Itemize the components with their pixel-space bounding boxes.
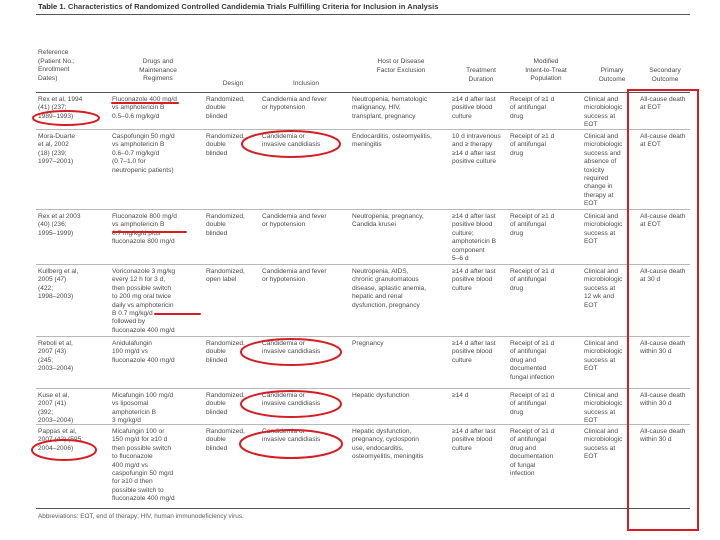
cell-inclusion: Candidemia and fever or hypotension [262, 268, 327, 284]
cell-mitt: Receipt of ≥1 d of antifungal drug [510, 96, 555, 120]
cell-secondary-outcome: All-cause death at EOT [640, 133, 686, 149]
cell-duration: ≥14 d after last positive blood culture [452, 268, 496, 292]
cell-regimen: Fluconazole 400 mg/d vs amphotericin B 0.5–0.6 mg/kg/d [112, 96, 177, 120]
cell-exclusion: Hepatic dysfunction [352, 392, 410, 399]
cell-design: Randomized, double blinded [206, 392, 245, 416]
cell-exclusion: Neutropenia, AIDS, chronic granulomatous disease, aplastic anemia, hepatic and renal dysfunction, pregnancy [352, 268, 427, 309]
cell-mitt: Receipt of ≥1 d of antifungal drug [510, 268, 555, 292]
cell-design: Randomized, double blinded [206, 428, 245, 452]
cell-reference: Pappas et al, 2007 (42) (595; 2004–2006) [38, 428, 84, 452]
row-divider [36, 209, 690, 210]
cell-regimen: Micafungin 100 mg/d vs liposomal amphotericin B 3 mg/kg/d [112, 392, 174, 425]
cell-inclusion: Candidemia and fever or hypotension [262, 213, 327, 229]
cell-mitt: Receipt of ≥1 d of antifungal drug [510, 392, 555, 416]
cell-inclusion: Candidemia and fever or hypotension [262, 96, 327, 112]
cell-design: Randomized, open label [206, 268, 245, 284]
table-number: Table 1. [38, 2, 66, 11]
cell-reference: Reboli et al, 2007 (43) (245; 2003–2004) [38, 340, 74, 373]
cell-secondary-outcome: All-cause death at EOT [640, 213, 686, 229]
cell-primary-outcome: Clinical and microbiologic success at 12 wk and EOT [584, 268, 623, 309]
cell-duration: ≥14 d after last positive blood culture [452, 96, 496, 120]
cell-mitt: Receipt of ≥1 d of antifungal drug [510, 133, 555, 157]
row-divider [36, 336, 690, 337]
cell-duration: 10 d intravenous and ≥ therapy ≥14 d after last positive culture [452, 133, 501, 166]
header-primary-outcome: Primary Outcome [598, 67, 626, 83]
cell-regimen: Caspofungin 50 mg/d vs amphotericin B 0.6–0.7 mg/kg/d (0.7–1.0 for neutropenic patients) [112, 133, 175, 174]
cell-duration: ≥14 d after last positive blood culture [452, 428, 496, 452]
cell-exclusion: Endocarditis, osteomyelitis, meningitis [352, 133, 432, 149]
cell-design: Randomized, double blinded [206, 340, 245, 364]
cell-exclusion: Neutropenia, hematologic malignancy, HIV, transplant, pregnancy [352, 96, 428, 120]
cell-secondary-outcome: All-cause death at EOT [640, 96, 686, 112]
cell-duration: ≥14 d after last positive blood culture; amphotericin B component 5–6 d [452, 213, 496, 263]
cell-regimen: Anidulafungin 100 mg/d vs fluconazole 400 mg/d [112, 340, 175, 364]
header-inclusion: Inclusion [292, 80, 320, 87]
header-secondary-outcome: Secondary Outcome [649, 67, 681, 83]
row-divider [36, 388, 690, 389]
cell-secondary-outcome: All-cause death at 30 d [640, 268, 686, 284]
row-divider [36, 264, 690, 265]
cell-secondary-outcome: All-cause death within 30 d [640, 340, 686, 356]
cell-primary-outcome: Clinical and microbiologic success at EOT [584, 392, 623, 425]
cell-primary-outcome: Clinical and microbiologic success at EOT [584, 96, 623, 129]
row-divider [36, 129, 690, 130]
header-regimen: Drugs and Maintenance Regimens [139, 58, 177, 83]
bottom-rule [36, 508, 690, 509]
cell-mitt: Receipt of ≥1 d of antifungal drug and documented fungal infection [510, 340, 555, 381]
cell-exclusion: Hepatic dysfunction, pregnancy, cyclosporin use, endocarditis, osteomyelitis, meningitis [352, 428, 424, 461]
cell-inclusion: Candidemia or invasive candidiasis [262, 133, 321, 149]
footnote: Abbreviations: EOT, end of therapy; HIV, human immunodeficiency virus. [38, 513, 244, 520]
header-rule [36, 92, 690, 93]
cell-inclusion: Candidemia or invasive candidiasis [262, 392, 321, 408]
cell-reference: Kuse et al, 2007 (41) (392; 2003–2004) [38, 392, 74, 425]
top-rule [36, 14, 690, 15]
cell-secondary-outcome: All-cause death within 30 d [640, 428, 686, 444]
cell-reference: Mora-Duarte et al, 2002 (18) (239; 1997–2001) [38, 133, 76, 166]
cell-reference: Rex et al, 1994 (41) (237; 1989–1993) [38, 96, 83, 120]
cell-regimen: Fluconazole 800 mg/d vs amphotericin B 0.7 mg/kg/d plus fluconazole 800 mg/d [112, 213, 177, 246]
cell-primary-outcome: Clinical and microbiologic success at EOT [584, 213, 623, 246]
cell-exclusion: Pregnancy [352, 340, 384, 347]
cell-reference: Kullberg et al, 2005 (47) (422; 1998–2003) [38, 268, 79, 301]
cell-exclusion: Neutropenia, pregnancy, Candida krusei [352, 213, 424, 229]
cell-inclusion: Candidemia or invasive candidiasis [262, 340, 321, 356]
row-divider [36, 424, 690, 425]
header-mitt: Modified Intent-to-Treat Population [525, 58, 567, 83]
header-design: Design [222, 80, 244, 87]
header-exclusion: Host or Disease Factor Exclusion [376, 58, 426, 74]
cell-design: Randomized, double blinded [206, 96, 245, 120]
cell-design: Randomized, double blinded [206, 133, 245, 157]
cell-secondary-outcome: All-cause death within 30 d [640, 392, 686, 408]
cell-mitt: Receipt of ≥1 d of antifungal drug and documentation of fungal infection [510, 428, 555, 478]
table-caption: Characteristics of Randomized Controlled Candidemia Trials Fulfilling Criteria for Inclusion in Analysis [67, 2, 439, 11]
cell-mitt: Receipt of ≥1 d of antifungal drug [510, 213, 555, 237]
cell-inclusion: Candidemia or invasive candidiasis [262, 428, 321, 444]
cell-primary-outcome: Clinical and microbiologic success at EOT [584, 340, 623, 373]
cell-reference: Rex et al 2003 (40) (236; 1995–1999) [38, 213, 81, 237]
table-title [38, 2, 678, 11]
cell-duration: ≥14 d [452, 392, 469, 399]
cell-regimen: Voriconazole 3 mg/kg every 12 h for 3 d, then possible switch to 200 mg oral twice daily vs amphotericin B 0.7 mg/kg/d followed by fluconazole 400 mg/d [112, 268, 176, 334]
cell-primary-outcome: Clinical and microbiologic success at EOT [584, 428, 623, 461]
header-duration: Treatment Duration [466, 67, 496, 83]
cell-duration: ≥14 d after last positive blood culture [452, 340, 496, 364]
cell-regimen: Micafungin 100 or 150 mg/d for ≥10 d then possible switch to fluconazole 400 mg/d vs caspofungin 50 mg/d for ≥10 d then possible switch to fluconazole 400 mg/d [112, 428, 175, 503]
header-reference: Reference (Patient No.; Enrollment Dates) [38, 49, 75, 82]
cell-design: Randomized, double blinded [206, 213, 245, 237]
cell-primary-outcome: Clinical and microbiologic success and absence of toxicity required change in therapy at EOT [584, 133, 623, 208]
